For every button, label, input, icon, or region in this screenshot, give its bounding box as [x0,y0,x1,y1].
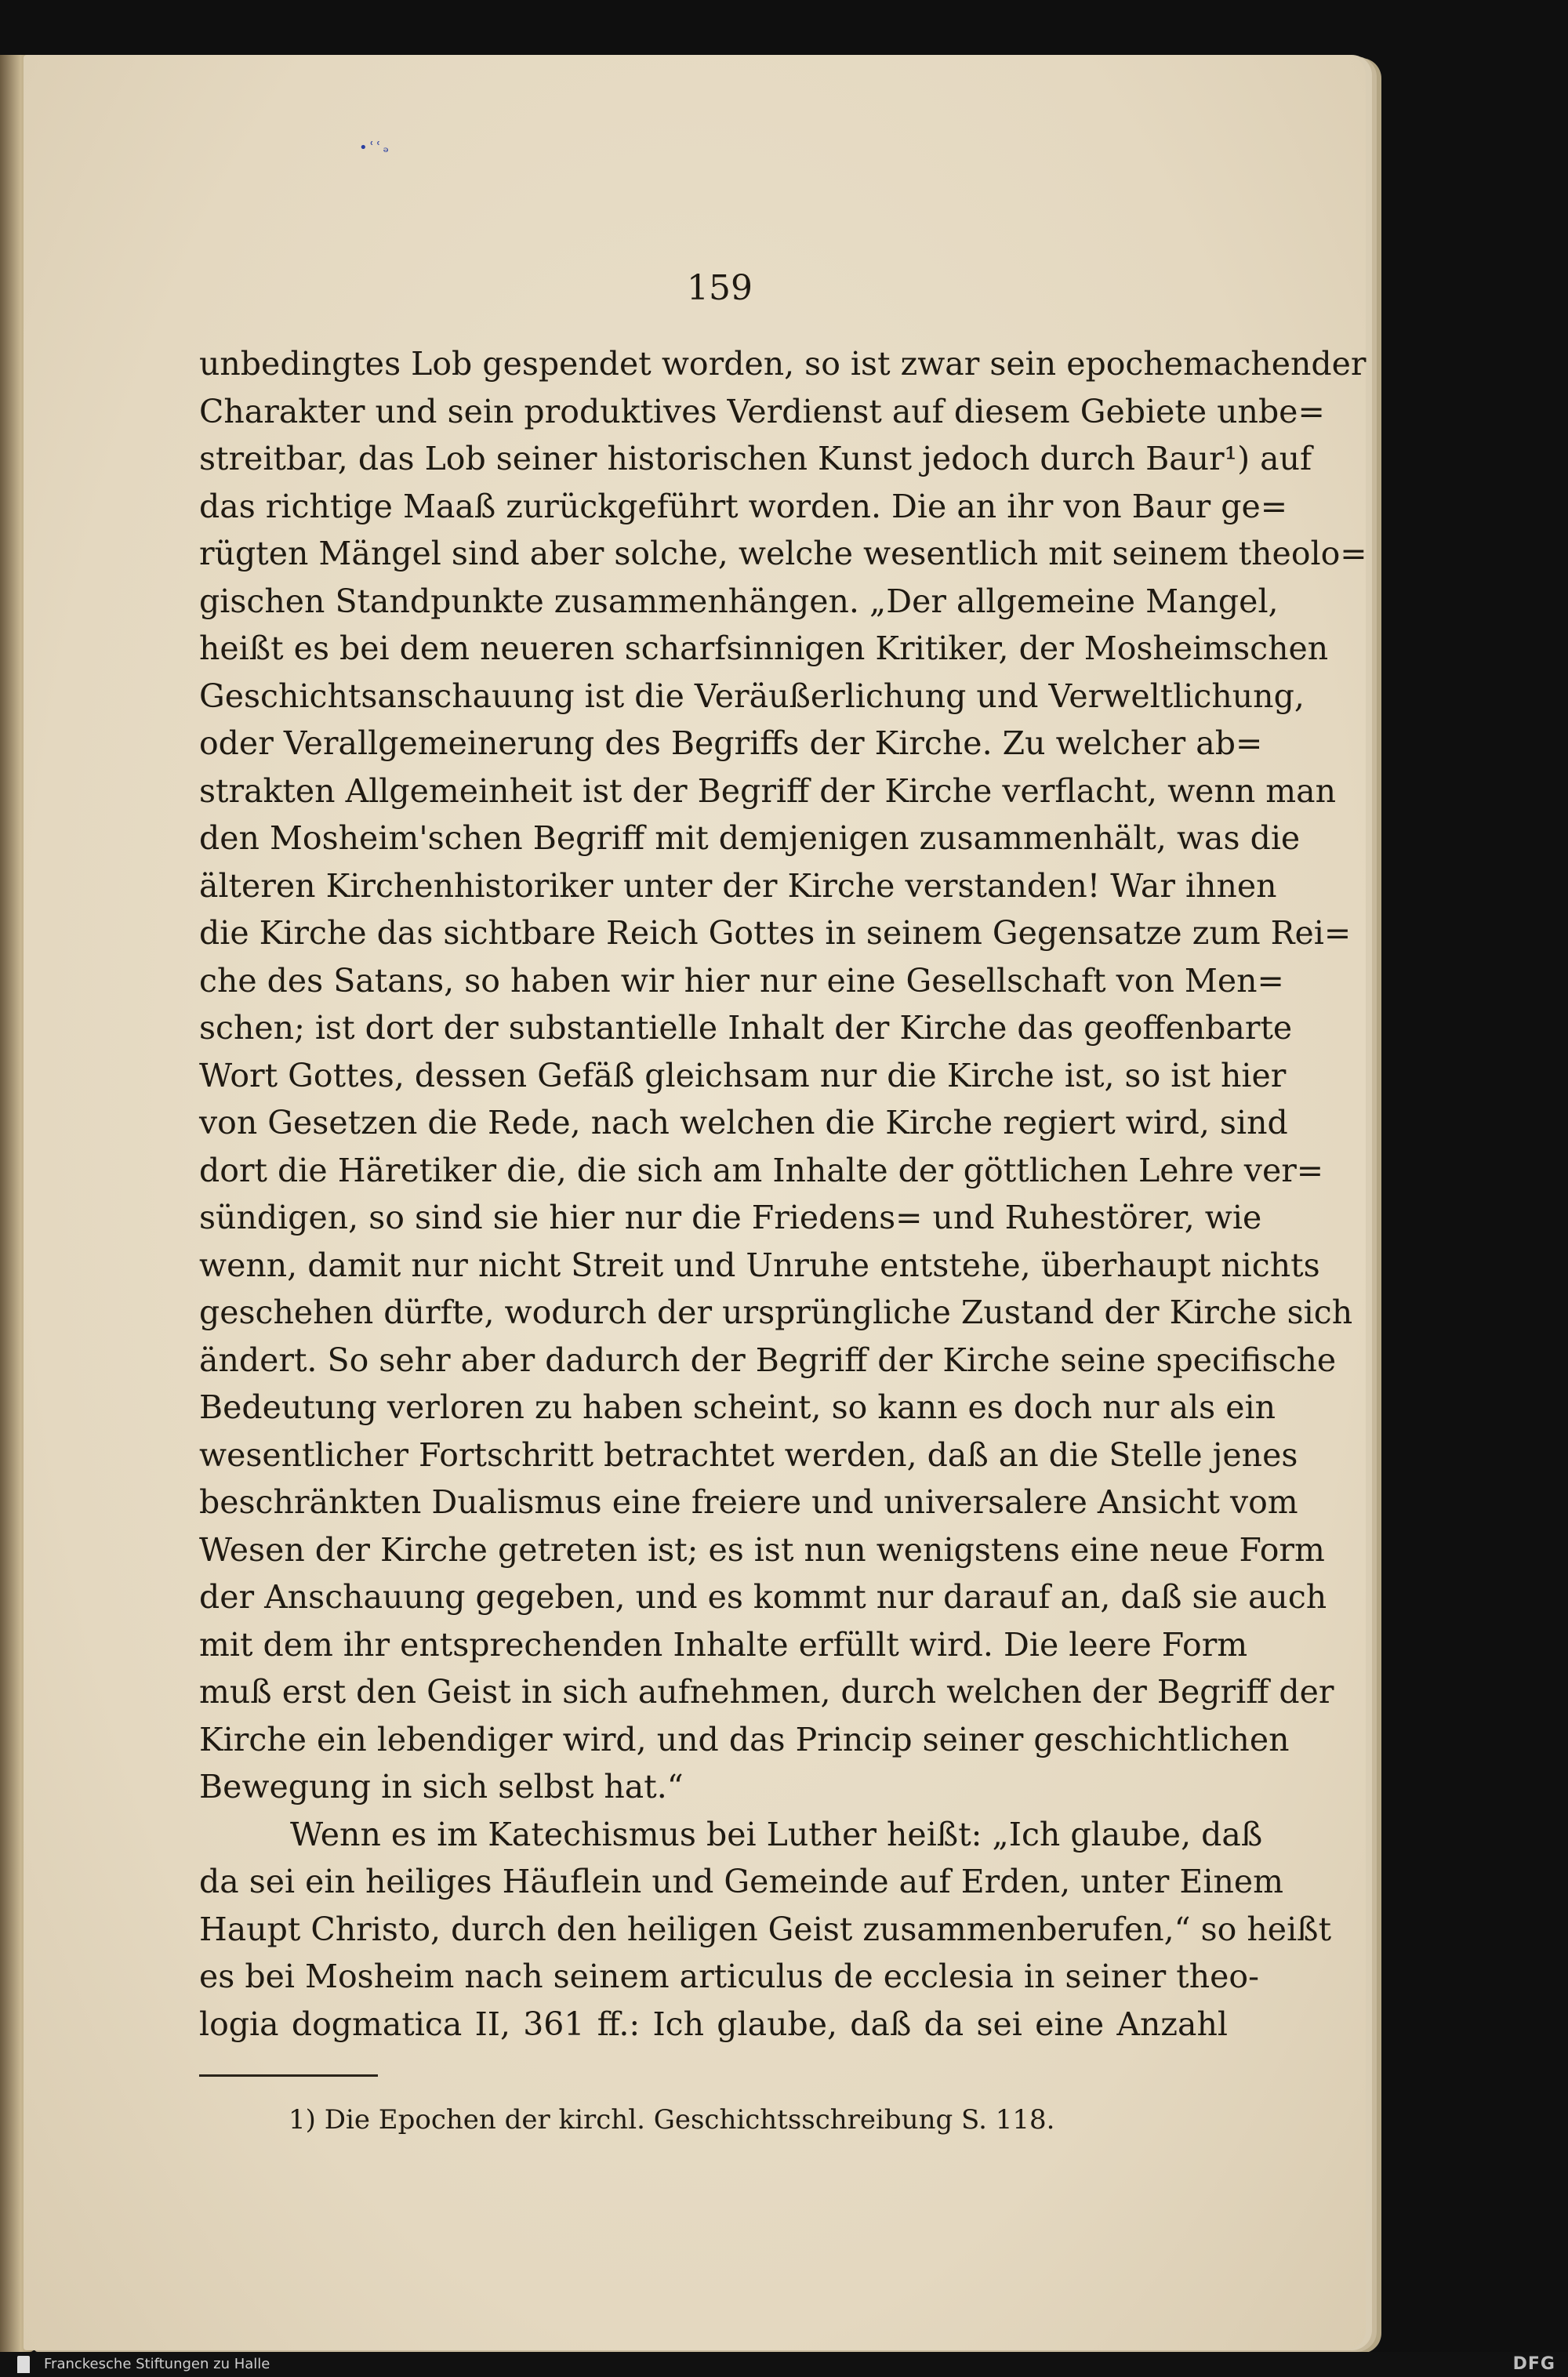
text-line: Wesen der Kirche getreten ist; es ist nun wenigstens eine neue Form [199,1530,1325,1569]
institution-logo-icon [17,2356,30,2373]
text-line: Kirche ein lebendiger wird, und das Princip seiner geschichtlichen [199,1720,1290,1758]
text-line: da sei ein heiliges Häuflein und Gemeinde auf Erden, unter Einem [199,1863,1283,1900]
text-line: Charakter und sein produktives Verdienst auf diesem Gebiete unbe= [199,392,1325,430]
text-line: mit dem ihr entsprechenden Inhalte erfüllt wird. Die leere Form [199,1625,1248,1664]
text-line: beschränkten Dualismus eine freiere und universalere Ansicht vom [199,1483,1298,1521]
text-line: älteren Kirchenhistoriker unter der Kirche verstanden! War ihnen [199,866,1277,905]
viewer-footer [0,2352,1568,2377]
dfg-logo: DFG [1512,2354,1555,2374]
text-line: es bei Mosheim nach seinem articulus de ecclesia in seiner theo- [199,1958,1259,1995]
text-line: Haupt Christo, durch den heiligen Geist zusammenberufen,“ so heißt [199,1910,1332,1948]
text-line: geschehen dürfte, wodurch der ursprüngliche Zustand der Kirche sich [199,1294,1353,1331]
paragraph-start-line: Wenn es im Katechismus bei Luther heißt: „Ich glaube, daß [290,1815,1263,1853]
text-line: wenn, damit nur nicht Streit und Unruhe entstehe, überhaupt nichts [199,1246,1320,1284]
text-line: che des Satans, so haben wir hier nur eine Gesellschaft von Men= [199,961,1284,1000]
text-line: Wort Gottes, dessen Gefäß gleichsam nur die Kirche ist, so ist hier [199,1056,1287,1094]
footnote: 1) Die Epochen der kirchl. Geschichtsschreibung S. 118. [289,2104,1055,2136]
text-line: gischen Standpunkte zusammenhängen. „Der allgemeine Mangel, [199,582,1279,620]
text-line: muß erst den Geist in sich aufnehmen, durch welchen der Begriff der [199,1673,1334,1711]
text-line: logia dogmatica II, 361 ff.: Ich glaube, daß da sei eine Anzahl [199,2005,1228,2043]
paragraph-end-line: Bewegung in sich selbst hat.“ [199,1768,684,1805]
text-line: der Anschauung gegeben, und es kommt nur darauf an, daß sie auch [199,1578,1327,1616]
text-line: ändert. So sehr aber dadurch der Begriff der Kirche seine specifische [199,1341,1337,1379]
text-line: schen; ist dort der substantielle Inhalt der Kirche das geoffenbarte [199,1009,1293,1047]
library-stamp: •ʿʿₔ [359,140,392,156]
text-line: dort die Häretiker die, die sich am Inhalte der göttlichen Lehre ver= [199,1151,1324,1189]
text-line: sündigen, so sind sie hier nur die Friedens= und Ruhestörer, wie [199,1199,1262,1236]
text-line: rügten Mängel sind aber solche, welche wesentlich mit seinem theolo= [199,535,1367,572]
text-line: wesentlicher Fortschritt betrachtet werden, daß an die Stelle jenes [199,1435,1298,1474]
footnote-rule [199,2074,378,2077]
text-line: heißt es bei dem neueren scharfsinnigen Kritiker, der Mosheimschen [199,630,1329,667]
book-page [24,55,1366,2350]
page-number: 159 [687,268,753,308]
text-line: das richtige Maaß zurückgeführt worden. Die an ihr von Baur ge= [199,487,1288,525]
text-line: strakten Allgemeinheit ist der Begriff der Kirche verflacht, wenn man [199,771,1336,810]
text-line: Geschichtsanschauung ist die Veräußerlichung und Verweltlichung, [199,677,1305,715]
text-line: Bedeutung verloren zu haben scheint, so kann es doch nur als ein [199,1388,1276,1426]
text-line: unbedingtes Lob gespendet worden, so ist zwar sein epochemachender [199,345,1367,383]
text-line: den Mosheim'schen Begriff mit demjenigen zusammenhält, was die [199,819,1301,857]
text-line: die Kirche das sichtbare Reich Gottes in seinem Gegensatze zum Rei= [199,914,1352,952]
text-line: oder Verallgemeinerung des Begriffs der Kirche. Zu welcher ab= [199,724,1263,762]
text-line: von Gesetzen die Rede, nach welchen die Kirche regiert wird, sind [199,1104,1288,1141]
institution-name: Franckesche Stiftungen zu Halle [44,2356,270,2372]
text-line: streitbar, das Lob seiner historischen Kunst jedoch durch Baur¹) auf [199,440,1312,477]
body-text [199,340,1367,2048]
